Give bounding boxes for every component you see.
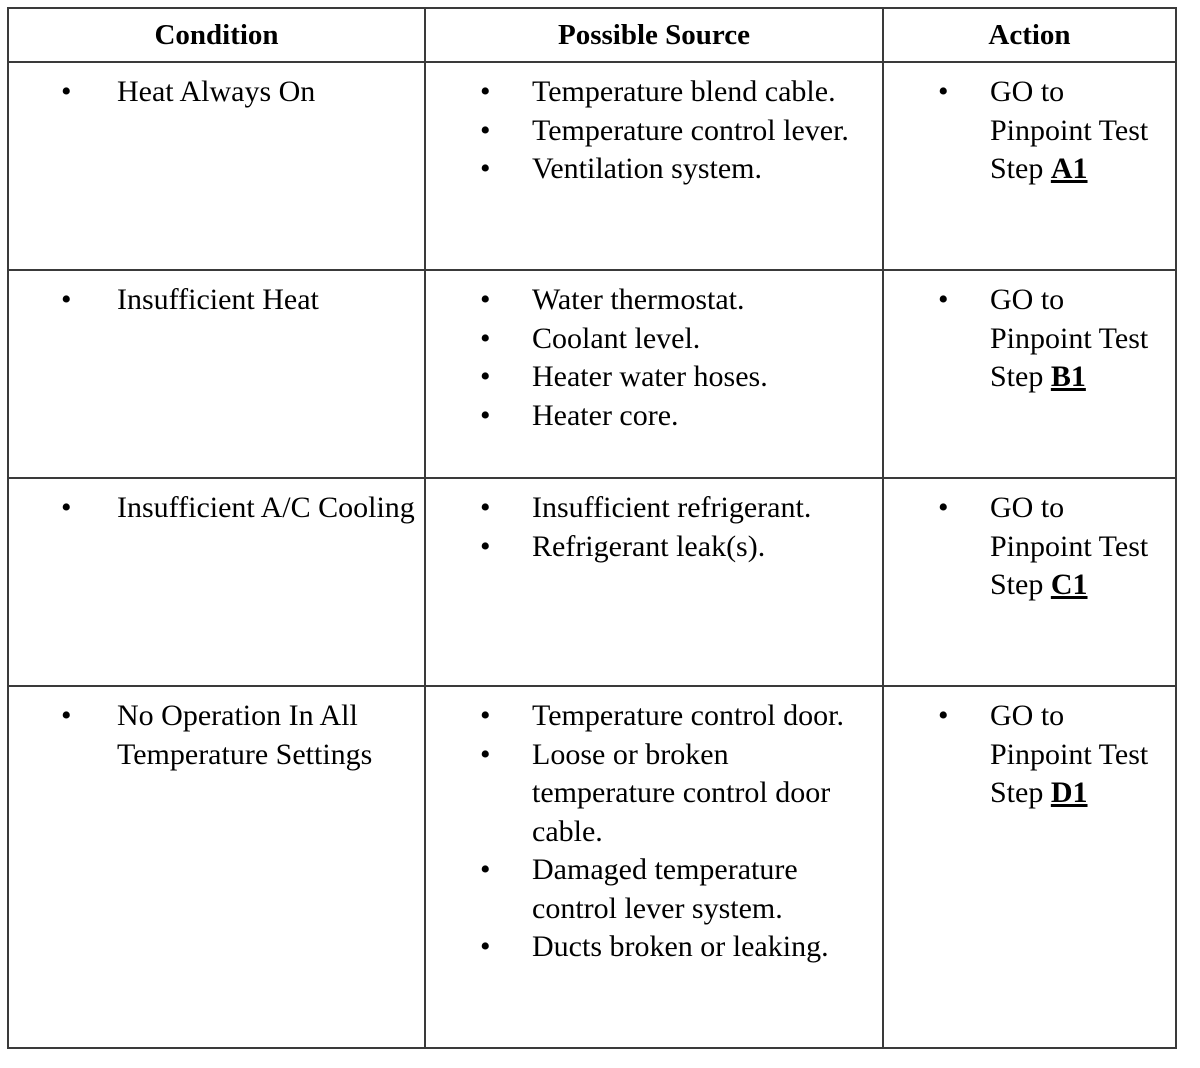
source-item: • Temperature control door. (426, 697, 878, 736)
action-text: GO to Pinpoint Test Step (990, 491, 1149, 601)
test-step-link-a1[interactable]: A1 (1050, 152, 1088, 185)
action-text: GO to Pinpoint Test Step (990, 699, 1149, 809)
test-step-link-c1[interactable]: C1 (1050, 568, 1088, 601)
action-item (884, 697, 1171, 813)
condition-text: • Heat Always On (9, 73, 420, 112)
action-cell (883, 478, 1176, 686)
source-item: • Heater water hoses. (426, 358, 878, 397)
condition-cell (8, 686, 425, 1048)
action-cell (883, 62, 1176, 270)
source-cell (425, 62, 883, 270)
header-possible-source: Possible Source (425, 8, 883, 62)
action-item (884, 73, 1171, 189)
source-item: • Damaged temperature control lever system. (426, 851, 878, 928)
action-text: GO to Pinpoint Test Step (990, 75, 1149, 185)
table-row (8, 478, 1176, 686)
action-cell (883, 270, 1176, 478)
diagnosis-table-container (7, 7, 1175, 1057)
source-item: • Insufficient refrigerant. (426, 489, 878, 528)
source-cell (425, 686, 883, 1048)
header-action: Action (883, 8, 1176, 62)
source-item: • Water thermostat. (426, 281, 878, 320)
source-item: • Loose or broken temperature control door cable. (426, 736, 878, 852)
condition-cell (8, 270, 425, 478)
source-item: • Refrigerant leak(s). (426, 528, 878, 567)
source-item: • Temperature blend cable. (426, 73, 878, 112)
diagnosis-table (7, 7, 1177, 1049)
condition-cell (8, 478, 425, 686)
source-item: • Temperature control lever. (426, 112, 878, 151)
table-row (8, 686, 1176, 1048)
source-cell (425, 270, 883, 478)
condition-cell (8, 62, 425, 270)
condition-text: • Insufficient Heat (9, 281, 420, 320)
source-item: • Ventilation system. (426, 150, 878, 189)
table-row (8, 270, 1176, 478)
source-item: • Ducts broken or leaking. (426, 928, 878, 967)
test-step-link-d1[interactable]: D1 (1050, 776, 1088, 809)
header-condition: Condition (8, 8, 425, 62)
source-item: • Coolant level. (426, 320, 878, 359)
table-row (8, 62, 1176, 270)
condition-text: • Insufficient A/C Cooling (9, 489, 420, 528)
test-step-link-b1[interactable]: B1 (1050, 360, 1086, 393)
header-row (8, 8, 1176, 62)
action-text: GO to Pinpoint Test Step (990, 283, 1149, 393)
source-item: • Heater core. (426, 397, 878, 436)
source-cell (425, 478, 883, 686)
action-item (884, 281, 1171, 397)
action-cell (883, 686, 1176, 1048)
action-item (884, 489, 1171, 605)
condition-text: • No Operation In All Temperature Settings (9, 697, 420, 774)
